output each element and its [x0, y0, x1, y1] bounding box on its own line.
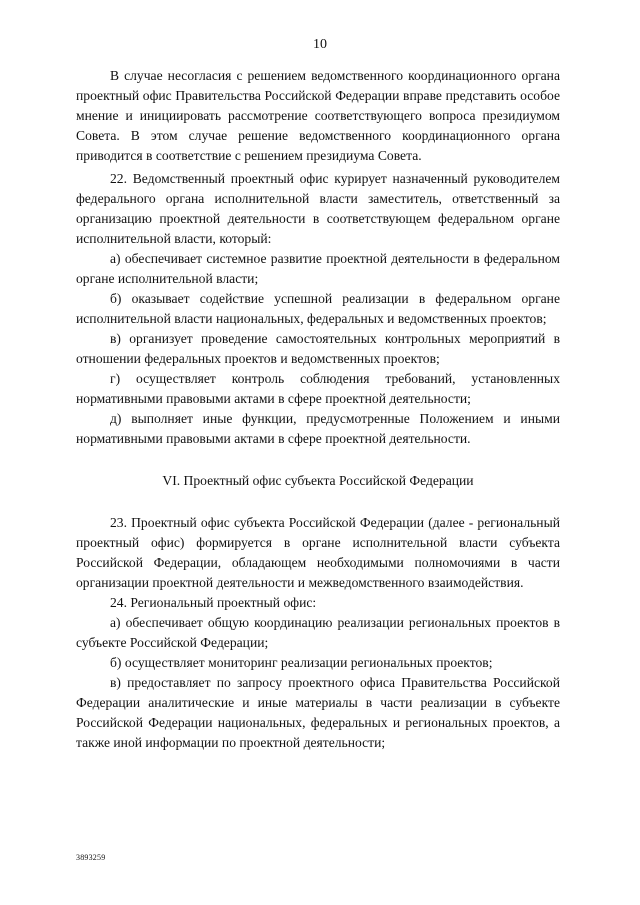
list-item-24c: в) предоставляет по запросу проектного офиса Правительства Российской Федерации аналитические и иные материалы в части реализации в субъекте Российской Федерации национальных, федеральных и региональных проектов, а также иной информации по проектной деятельности;	[76, 675, 560, 750]
paragraph-22: 22. Ведомственный проектный офис курирует назначенный руководителем федерального органа исполнительной власти заместитель, ответственный за организацию проектной деятельности в соответствующем федеральном органе исполнительной власти, который:	[76, 171, 560, 246]
paragraph-23: 23. Проектный офис субъекта Российской Федерации (далее - региональный проектный офис) формируется в органе исполнительной власти субъекта Российской Федерации, обладающем необходимыми полномочиями в части организации проектной деятельности и межведомственного взаимодействия.	[76, 515, 560, 590]
section-heading: VI. Проектный офис субъекта Российской Федерации	[162, 473, 474, 488]
paragraph-24: 24. Региональный проектный офис:	[110, 595, 317, 610]
paragraph-disagreement: В случае несогласия с решением ведомственного координационного органа проектный офис Правительства Российской Федерации вправе представить особое мнение и инициировать рассмотрение соответствующего вопроса президиумом Совета. В этом случае решение ведомственного координационного органа приводится в соответствие с решением президиума Совета.	[76, 68, 560, 163]
document-id: 3893259	[76, 853, 106, 862]
list-item-22d: г) осуществляет контроль соблюдения требований, установленных нормативными правовыми актами в сфере проектной деятельности;	[76, 371, 560, 406]
document-body	[76, 66, 560, 753]
list-item-24a: а) обеспечивает общую координацию реализации региональных проектов в субъекте Российской Федерации;	[76, 615, 560, 650]
list-item-22c: в) организует проведение самостоятельных контрольных мероприятий в отношении федеральных проектов и ведомственных проектов;	[76, 331, 560, 366]
list-item-22e: д) выполняет иные функции, предусмотренные Положением и иными нормативными правовыми актами в сфере проектной деятельности.	[76, 411, 560, 446]
list-item-22a: а) обеспечивает системное развитие проектной деятельности в федеральном органе исполнительной власти;	[76, 251, 560, 286]
list-item-22b: б) оказывает содействие успешной реализации в федеральном органе исполнительной власти национальных, федеральных и ведомственных проектов;	[76, 291, 560, 326]
list-item-24b: б) осуществляет мониторинг реализации региональных проектов;	[110, 655, 493, 670]
page-number: 10	[313, 37, 327, 52]
